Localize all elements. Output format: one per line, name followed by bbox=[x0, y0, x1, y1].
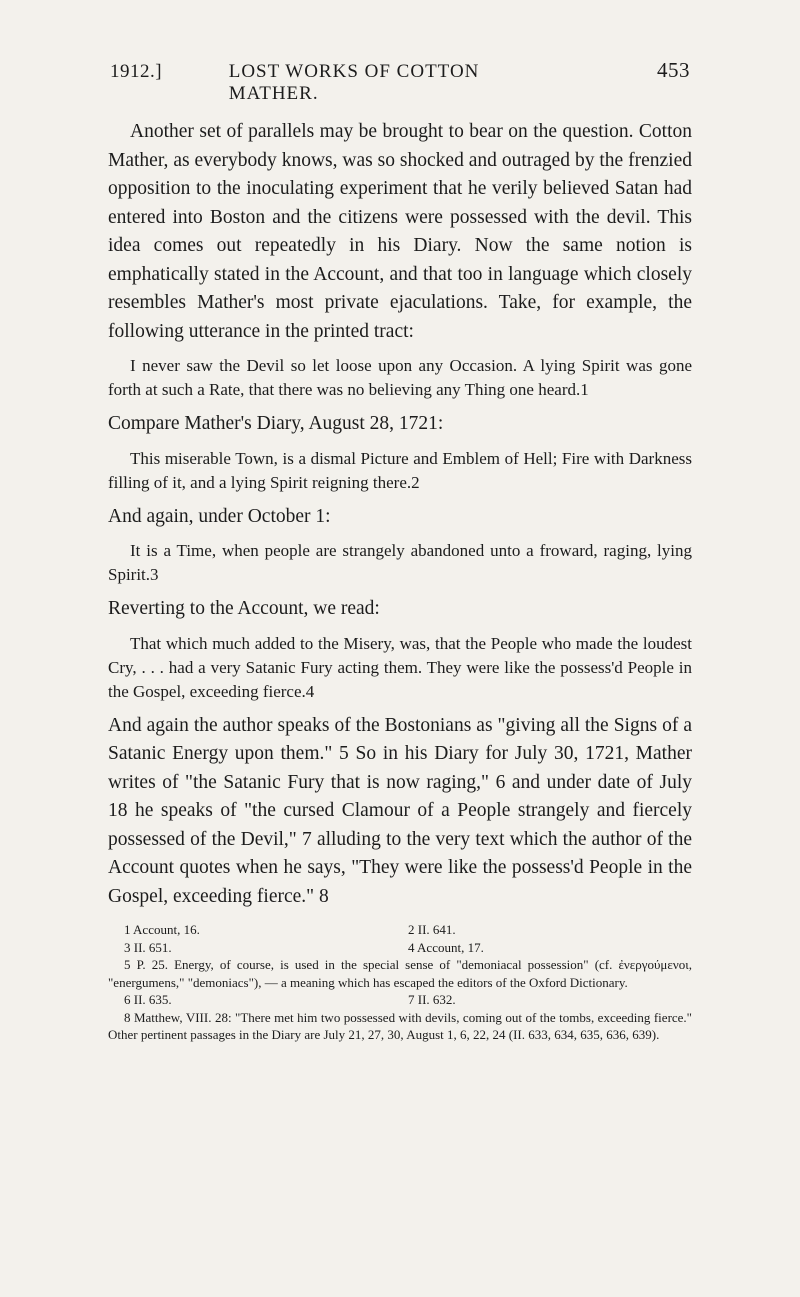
footnote-1: 1 Account, 16. bbox=[124, 922, 200, 937]
q2-text: This miserable Town, is a dismal Picture and Emblem of Hell; Fire with Darkness filling of it, and a lying Spirit reigning there.2 bbox=[108, 448, 692, 492]
footnote-8: 8 Matthew, VIII. 28: "There met him two possessed with devils, coming out of the tombs, exceeding fierce." Other pertinent passages in the Diary are July 21, 27, 30, August 1, 6, 22, 24 (II. 633, 634, 635, 636, 639). bbox=[108, 1009, 692, 1042]
running-title: LOST WORKS OF COTTON MATHER. bbox=[228, 61, 480, 104]
footnote-row-1 bbox=[108, 921, 692, 939]
p1-text: Another set of parallels may be brought to bear on the question. Cotton Mather, as everybody knows, was so shocked and outraged by the frenzied opposition to the inoculating experiment that he verily believed Satan had entered into Boston and the citizens were possessed with the devil. This idea comes out repeatedly in his Diary. Now the same notion is emphatically stated in the Account, and that too in language which closely resembles Mather's most private ejaculations. Take, for example, the following utterance in the printed tract: bbox=[108, 121, 692, 342]
header-year: 1912.] bbox=[110, 61, 163, 82]
footnote-4: 4 Account, 17. bbox=[408, 939, 484, 955]
p3-text: And again, under October 1: bbox=[108, 505, 331, 527]
p2-text: Compare Mather's Diary, August 28, 1721: bbox=[108, 413, 444, 434]
paragraph-4 bbox=[108, 595, 692, 624]
q4-text: That which much added to the Misery, was, that the People who made the loudest Cry, . . . had a very Satanic Fury acting them. They were like the possess'd People in the Gospel, exceeding fierce.4 bbox=[108, 633, 692, 701]
p5-text: And again the author speaks of the Bostonians as "giving all the Signs of a Satanic Energy upon them." 5 So in his Diary for July 30, 1721, Mather writes of "the Satanic Fury that is now raging," 6 and under date of July 18 he speaks of "the cursed Clamour of a People strangely and fiercely possessed of the Devil," 7 alluding to the very text which the author of the Account quotes when he says, "They were like the possess'd People in the Gospel, exceeding fierce." 8 bbox=[108, 714, 692, 907]
quote-1 bbox=[108, 354, 692, 402]
paragraph-3 bbox=[108, 503, 692, 532]
footnote-row-2 bbox=[108, 939, 692, 957]
footnote-2: 2 II. 641. bbox=[408, 922, 456, 937]
paragraph-2 bbox=[108, 410, 692, 439]
q1-text: I never saw the Devil so let loose upon any Occasion. A lying Spirit was gone forth at such a Rate, that there was no believing any Thing one heard.1 bbox=[108, 356, 692, 399]
paragraph-1 bbox=[108, 118, 692, 346]
q3-text: It is a Time, when people are strangely abandoned unto a froward, raging, lying Spirit.3 bbox=[108, 541, 692, 584]
footnote-3: 3 II. 651. bbox=[124, 939, 172, 955]
footnote-5: 5 P. 25. Energy, of course, is used in the special sense of "demoniacal possession" (cf. ἐνεργούμενοι, "energumens," "demoniacs"), — a meaning which has escaped the editors of the Oxford Dictionary. bbox=[108, 957, 692, 990]
page-number: 453 bbox=[657, 58, 691, 82]
p4-text: Reverting to the Account, we read: bbox=[108, 598, 380, 619]
footnote-7: 7 II. 632. bbox=[408, 992, 456, 1007]
page-body bbox=[108, 118, 692, 1044]
quote-3 bbox=[108, 539, 692, 587]
footnote-row-3 bbox=[108, 991, 692, 1009]
quote-2 bbox=[108, 447, 692, 495]
paragraph-5 bbox=[108, 712, 692, 912]
footnotes bbox=[108, 921, 692, 1044]
quote-4 bbox=[108, 632, 692, 704]
footnote-6: 6 II. 635. bbox=[124, 992, 172, 1007]
running-header bbox=[110, 58, 690, 105]
